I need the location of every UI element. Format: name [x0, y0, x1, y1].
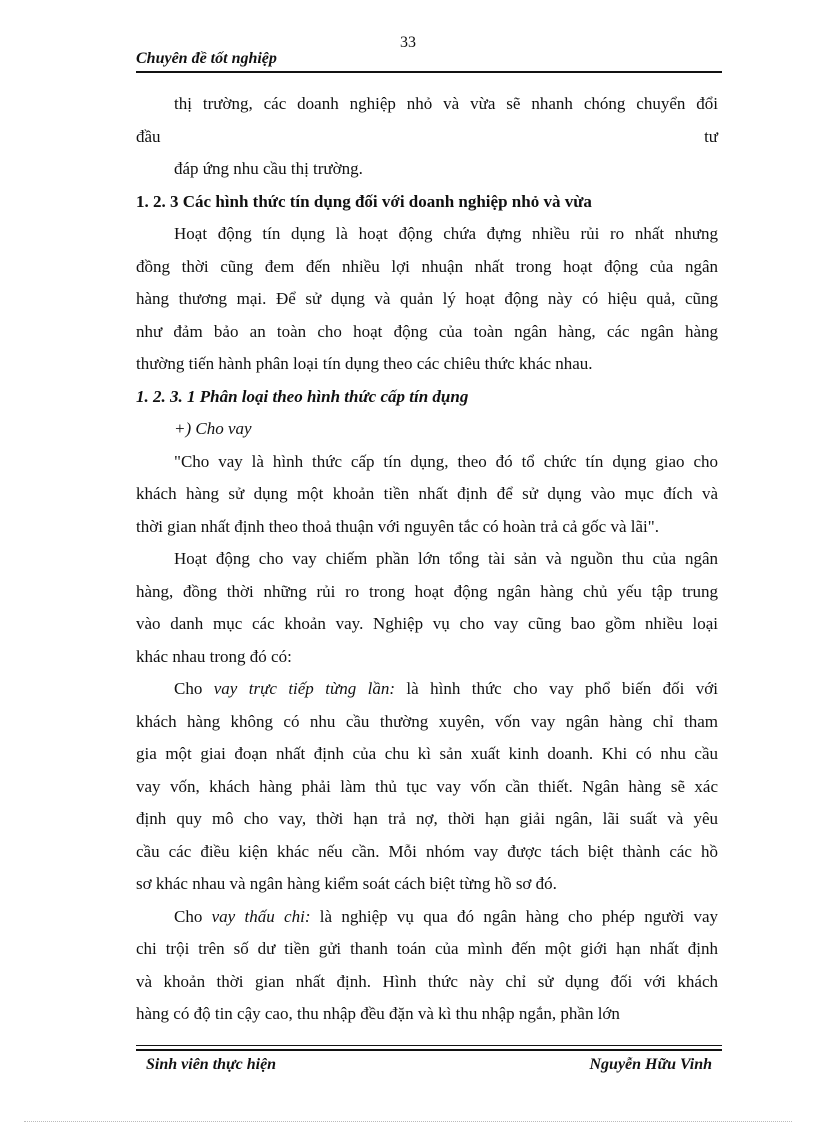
text-line: hàng có độ tin cậy cao, thu nhập đều đặn và kì thu nhập ngắn, phần lớn — [136, 1004, 620, 1023]
text-fragment: Cho — [174, 679, 214, 698]
subsection-heading: 1. 2. 3. 1 Phân loại theo hình thức cấp tín dụng — [136, 386, 469, 406]
text-line: thường tiến hành phân loại tín dụng theo các chiêu thức khác nhau. — [136, 354, 593, 373]
text-line: khách hàng không có nhu cầu thường xuyên, vốn vay ngân hàng chỉ tham — [136, 711, 718, 731]
text-line: Hoạt động tín dụng là hoạt động chứa đựng nhiều rủi ro nhất nhưng — [174, 224, 718, 243]
text-line: đáp ứng nhu cầu thị trường. — [174, 159, 363, 178]
text-line: thị trường, các doanh nghiệp nhỏ và vừa sẽ nhanh chóng chuyển đổi — [174, 94, 718, 113]
page-number: 33 — [400, 34, 416, 51]
text-fragment: là hình thức cho vay phổ biến đối với — [395, 679, 718, 698]
text-fragment: tư — [704, 126, 718, 146]
header-title: Chuyên đề tốt nghiệp — [136, 50, 277, 67]
footer-author-label: Sinh viên thực hiện — [146, 1056, 277, 1073]
text-line: đồng thời cũng đem đến nhiều lợi nhuận nhất trong hoạt động của ngân — [136, 256, 718, 276]
list-item-label: +) Cho vay — [174, 419, 252, 438]
text-line: "Cho vay là hình thức cấp tín dụng, theo đó tổ chức tín dụng giao cho — [174, 451, 718, 471]
italic-term: vay trực tiếp từng lần: — [213, 679, 396, 698]
text-line: hàng thương mại. Để sử dụng và quản lý hoạt động này có hiệu quả, cũng — [136, 289, 718, 308]
italic-term: vay thấu chi: — [211, 906, 311, 926]
text-line: vào danh mục các khoản vay. Nghiệp vụ cho vay cũng bao gồm nhiều loại — [136, 614, 718, 633]
text-line: sơ khác nhau và ngân hàng kiểm soát cách biệt từng hồ sơ đó. — [136, 874, 557, 893]
text-line: khách hàng sử dụng một khoản tiền nhất định để sử dụng vào mục đích và — [136, 484, 718, 503]
text-line — [136, 121, 718, 154]
text-line: khác nhau trong đó có: — [136, 646, 292, 666]
text-line — [136, 901, 718, 934]
section-heading: 1. 2. 3 Các hình thức tín dụng đối với doanh nghiệp nhỏ và vừa — [136, 191, 592, 211]
text-line: định quy mô cho vay, thời hạn trả nợ, thời hạn giải ngân, lãi suất và yêu — [136, 809, 718, 828]
text-fragment: Cho — [174, 906, 212, 926]
text-line: thời gian nhất định theo thoả thuận với nguyên tắc có hoàn trả cả gốc và lãi". — [136, 516, 659, 536]
text-line: và khoản thời gian nhất định. Hình thức này chỉ sử dụng đối với khách — [136, 971, 718, 991]
text-line — [136, 673, 718, 706]
text-line: gia một giai đoạn nhất định của chu kì sản xuất kinh doanh. Khi có nhu cầu — [136, 744, 718, 763]
footer-rule-thick — [136, 1049, 722, 1051]
header-rule — [136, 71, 722, 73]
text-fragment: là nghiệp vụ qua đó ngân hàng cho phép người vay — [310, 906, 718, 926]
text-fragment: đầu — [136, 126, 161, 146]
text-line: vay vốn, khách hàng phải làm thủ tục vay vốn cần thiết. Ngân hàng sẽ xác — [136, 776, 718, 796]
text-line: chi trội trên số dư tiền gửi thanh toán của mình đến một giới hạn nhất định — [136, 939, 718, 958]
text-line: Hoạt động cho vay chiếm phần lớn tổng tài sản và nguồn thu của ngân — [174, 549, 718, 568]
footer-rule-thin — [136, 1045, 722, 1046]
text-line: như đảm bảo an toàn cho hoạt động của toàn ngân hàng, các ngân hàng — [136, 321, 718, 341]
page-edge-dots — [24, 1121, 792, 1122]
text-line: hàng, đồng thời những rủi ro trong hoạt động ngân hàng chủ yếu tập trung — [136, 581, 718, 601]
page-content — [136, 88, 718, 1031]
footer-author-name: Nguyễn Hữu Vinh — [589, 1056, 712, 1073]
text-line: cầu các điều kiện khác nếu cần. Mỗi nhóm vay được tách biệt thành các hồ — [136, 841, 718, 861]
